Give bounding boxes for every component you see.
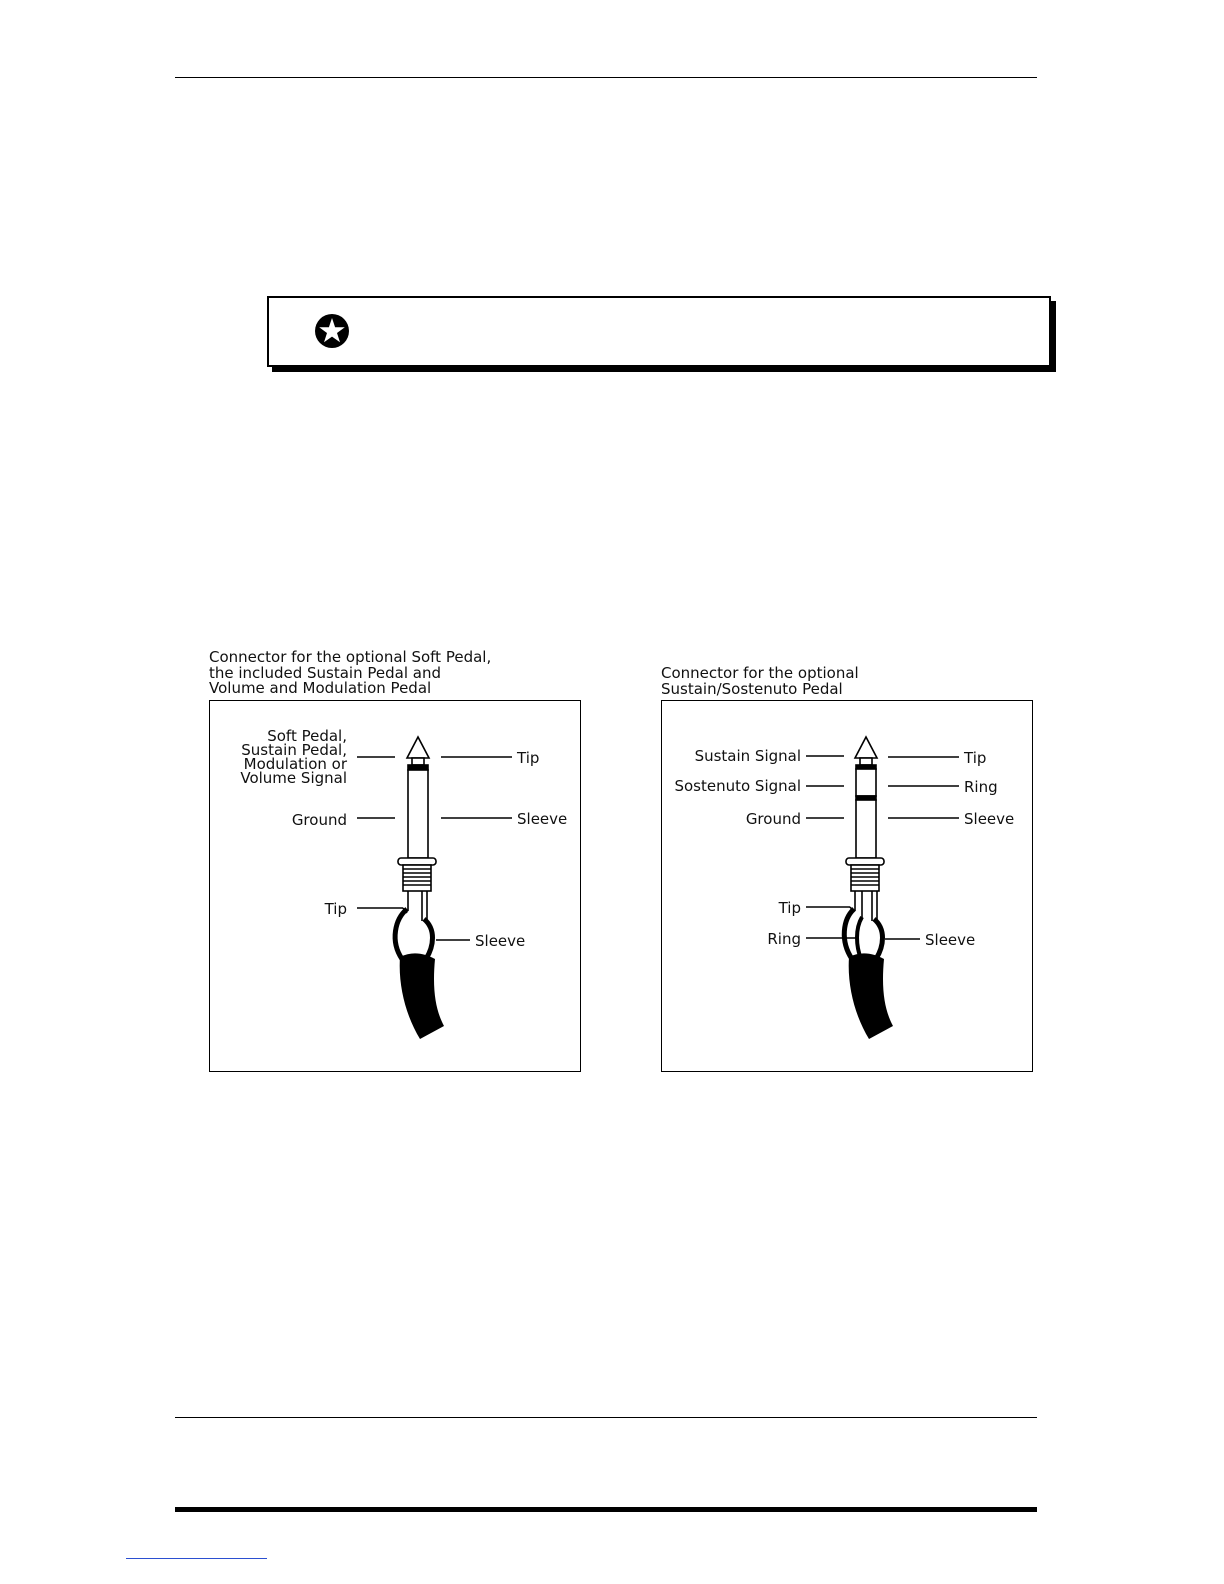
sleeve-terminal-label: Sleeve (925, 931, 976, 949)
mono-plug-illustration (210, 701, 580, 1071)
sleeve-label: Sleeve (517, 810, 568, 828)
caption-line: the included Sustain Pedal and (209, 663, 441, 682)
right-figure-caption (661, 666, 859, 697)
caption-line: Volume and Modulation Pedal (209, 679, 432, 697)
sostenuto-signal-label: Sostenuto Signal (674, 777, 801, 795)
signal-label-line: Sustain Pedal, (241, 741, 347, 759)
ground-label: Ground (745, 810, 801, 828)
tip-label: Tip (964, 749, 987, 767)
signal-label-line: Soft Pedal, (267, 727, 347, 745)
ground-label: Ground (291, 811, 347, 829)
star-icon (314, 313, 350, 349)
tip-terminal-label: Tip (778, 899, 801, 917)
caption-line: Connector for the optional Soft Pedal, (209, 648, 492, 666)
stereo-plug-illustration (662, 701, 1032, 1071)
signal-label-line: Volume Signal (240, 769, 347, 787)
sleeve-label: Sleeve (964, 810, 1015, 828)
note-box (267, 296, 1051, 367)
tip-terminal-label: Tip (324, 900, 347, 918)
mono-plug-diagram (209, 700, 581, 1072)
caption-line: Connector for the optional (661, 664, 859, 682)
footer-thick-rule (175, 1507, 1037, 1512)
left-figure-caption (209, 650, 491, 697)
tip-label: Tip (517, 749, 540, 767)
header-rule (175, 77, 1037, 78)
sustain-signal-label: Sustain Signal (694, 747, 801, 765)
ring-terminal-label: Ring (767, 930, 801, 948)
footer-rule (175, 1417, 1037, 1418)
caption-line: Sustain/Sostenuto Pedal (661, 679, 843, 698)
sleeve-terminal-label: Sleeve (475, 932, 526, 950)
ring-label: Ring (964, 778, 998, 796)
link-underline[interactable] (126, 1558, 267, 1559)
signal-label-line: Modulation or (243, 755, 347, 773)
stereo-plug-diagram (661, 700, 1033, 1072)
